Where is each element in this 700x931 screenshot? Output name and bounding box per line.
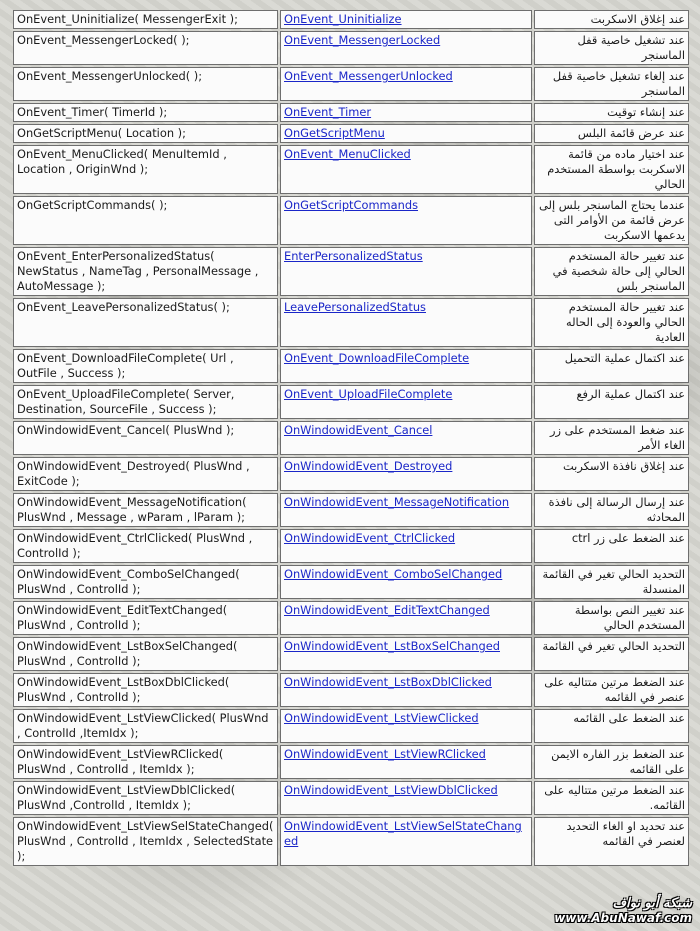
event-signature: OnEvent_MenuClicked( MenuItemId , Location , OriginWnd ); <box>13 145 278 194</box>
event-signature: OnEvent_Timer( TimerId ); <box>13 103 278 122</box>
event-link-cell <box>280 196 532 245</box>
event-signature: OnEvent_Uninitialize( MessengerExit ); <box>13 10 278 29</box>
table-row <box>13 31 689 65</box>
event-description: عند الضغط على زر ctrl <box>534 529 689 563</box>
event-doc-link[interactable]: OnEvent_MenuClicked <box>284 147 411 161</box>
event-signature: OnWindowidEvent_MessageNotification( PlusWnd , Message , wParam , lParam ); <box>13 493 278 527</box>
event-description: عند تشغيل خاصية قفل الماسنجر <box>534 31 689 65</box>
event-link-cell <box>280 298 532 347</box>
event-doc-link[interactable]: OnEvent_Timer <box>284 105 372 119</box>
event-description: عند تغيير النص بواسطة المستخدم الحالي <box>534 601 689 635</box>
table-row <box>13 103 689 122</box>
table-row <box>13 457 689 491</box>
event-signature: OnWindowidEvent_Cancel( PlusWnd ); <box>13 421 278 455</box>
table-row <box>13 124 689 143</box>
event-link-cell <box>280 124 532 143</box>
event-link-cell <box>280 31 532 65</box>
table-row <box>13 298 689 347</box>
event-doc-link[interactable]: OnEvent_MessengerUnlocked <box>284 69 453 83</box>
event-link-cell <box>280 247 532 296</box>
event-doc-link[interactable]: OnWindowidEvent_MessageNotification <box>284 495 510 509</box>
event-reference-table <box>11 8 691 868</box>
table-row <box>13 673 689 707</box>
event-description: عند الضغط بزر الفاره الايمن على القائمه <box>534 745 689 779</box>
event-doc-link[interactable]: OnWindowidEvent_LstViewRClicked <box>284 747 486 761</box>
event-link-cell <box>280 457 532 491</box>
table-row <box>13 493 689 527</box>
event-description: عند تغيير حالة المستخدم الحالي إلى حالة شخصية في الماسنجر بلس <box>534 247 689 296</box>
table-row <box>13 421 689 455</box>
event-description: عند إغلاق الاسكربت <box>534 10 689 29</box>
event-doc-link[interactable]: OnWindowidEvent_CtrlClicked <box>284 531 456 545</box>
event-description: عند إلغاء تشغيل خاصية قفل الماسنجر <box>534 67 689 101</box>
event-signature: OnWindowidEvent_EditTextChanged( PlusWnd , ControlId ); <box>13 601 278 635</box>
event-doc-link[interactable]: OnWindowidEvent_LstBoxDblClicked <box>284 675 492 689</box>
site-logo <box>554 896 692 925</box>
logo-arabic-text: شبكة أبو نواف <box>612 896 692 911</box>
event-doc-link[interactable]: OnWindowidEvent_EditTextChanged <box>284 603 490 617</box>
event-signature: OnEvent_LeavePersonalizedStatus( ); <box>13 298 278 347</box>
event-link-cell <box>280 817 532 866</box>
event-signature: OnGetScriptCommands( ); <box>13 196 278 245</box>
event-signature: OnEvent_MessengerUnlocked( ); <box>13 67 278 101</box>
table-row <box>13 637 689 671</box>
event-signature: OnEvent_EnterPersonalizedStatus( NewStatus , NameTag , PersonalMessage , AutoMessage ); <box>13 247 278 296</box>
table-row <box>13 529 689 563</box>
event-signature: OnWindowidEvent_LstViewDblClicked( PlusWnd ,ControlId , ItemIdx ); <box>13 781 278 815</box>
event-doc-link[interactable]: OnWindowidEvent_LstViewDblClicked <box>284 783 498 797</box>
event-doc-link[interactable]: OnWindowidEvent_Cancel <box>284 423 433 437</box>
event-description: عند اكتمال عملية الرفع <box>534 385 689 419</box>
event-doc-link[interactable]: OnGetScriptMenu <box>284 126 385 140</box>
event-link-cell <box>280 565 532 599</box>
event-link-cell <box>280 745 532 779</box>
event-description: عند الضغط على القائمه <box>534 709 689 743</box>
event-signature: OnWindowidEvent_LstViewSelStateChanged( PlusWnd , ControlId , ItemIdx , SelectedState ); <box>13 817 278 866</box>
event-description: التحديد الحالي تغير في القائمة <box>534 637 689 671</box>
table-row <box>13 67 689 101</box>
event-link-cell <box>280 637 532 671</box>
table-row <box>13 10 689 29</box>
event-signature: OnWindowidEvent_LstViewClicked( PlusWnd , ControlId ,ItemIdx ); <box>13 709 278 743</box>
event-description: عند الضغط مرتين متتاليه على القائمه. <box>534 781 689 815</box>
event-description: عند اكتمال عملية التحميل <box>534 349 689 383</box>
event-signature: OnWindowidEvent_LstBoxDblClicked( PlusWnd , ControlId ); <box>13 673 278 707</box>
event-doc-link[interactable]: LeavePersonalizedStatus <box>284 300 426 314</box>
event-link-cell <box>280 601 532 635</box>
event-doc-link[interactable]: OnEvent_Uninitialize <box>284 12 402 26</box>
table-row <box>13 817 689 866</box>
event-signature: OnWindowidEvent_LstViewRClicked( PlusWnd , ControlId , ItemIdx ); <box>13 745 278 779</box>
event-doc-link[interactable]: OnWindowidEvent_LstBoxSelChanged <box>284 639 500 653</box>
event-doc-link[interactable]: OnGetScriptCommands <box>284 198 419 212</box>
event-signature: OnGetScriptMenu( Location ); <box>13 124 278 143</box>
table-row <box>13 565 689 599</box>
event-doc-link[interactable]: OnWindowidEvent_ComboSelChanged <box>284 567 503 581</box>
table-row <box>13 385 689 419</box>
event-link-cell <box>280 709 532 743</box>
event-link-cell <box>280 145 532 194</box>
event-doc-link[interactable]: OnWindowidEvent_LstViewSelStateChanged <box>284 819 522 848</box>
event-description: عند تغيير حالة المستخدم الحالي والعودة إلى الحاله العادية <box>534 298 689 347</box>
event-signature: OnEvent_UploadFileComplete( Server, Destination, SourceFile , Success ); <box>13 385 278 419</box>
table-row <box>13 781 689 815</box>
event-link-cell <box>280 421 532 455</box>
event-link-cell <box>280 67 532 101</box>
event-doc-link[interactable]: OnEvent_MessengerLocked <box>284 33 441 47</box>
event-description: عند إرسال الرسالة إلى نافذة المحادثه <box>534 493 689 527</box>
event-description: عند عرض قائمة البلس <box>534 124 689 143</box>
event-link-cell <box>280 349 532 383</box>
table-row <box>13 709 689 743</box>
event-link-cell <box>280 493 532 527</box>
event-description: عند اختيار ماده من قائمة الاسكربت بواسطة المستخدم الحالي <box>534 145 689 194</box>
event-signature: OnEvent_DownloadFileComplete( Url , OutFile , Success ); <box>13 349 278 383</box>
event-signature: OnEvent_MessengerLocked( ); <box>13 31 278 65</box>
event-signature: OnWindowidEvent_CtrlClicked( PlusWnd , ControlId ); <box>13 529 278 563</box>
event-signature: OnWindowidEvent_LstBoxSelChanged( PlusWnd , ControlId ); <box>13 637 278 671</box>
event-link-cell <box>280 10 532 29</box>
logo-url-text: www.AbuNawaf.com <box>554 911 692 925</box>
event-link-cell <box>280 385 532 419</box>
event-description: عند تحديد او الغاء التحديد لعنصر في القائمه <box>534 817 689 866</box>
event-link-cell <box>280 781 532 815</box>
table-row <box>13 349 689 383</box>
event-description: عندما يحتاج الماسنجر بلس إلى عرض قائمة من الأوامر التى يدعمها الاسكربت <box>534 196 689 245</box>
event-signature: OnWindowidEvent_ComboSelChanged( PlusWnd , ControlId ); <box>13 565 278 599</box>
event-signature: OnWindowidEvent_Destroyed( PlusWnd , ExitCode ); <box>13 457 278 491</box>
table-row <box>13 196 689 245</box>
table-row <box>13 601 689 635</box>
event-doc-link[interactable]: OnWindowidEvent_Destroyed <box>284 459 453 473</box>
table-row <box>13 247 689 296</box>
event-description: عند إغلاق نافذة الاسكربت <box>534 457 689 491</box>
event-doc-link[interactable]: OnEvent_DownloadFileComplete <box>284 351 470 365</box>
table-row <box>13 745 689 779</box>
event-description: عند إنشاء توقيت <box>534 103 689 122</box>
event-doc-link[interactable]: OnWindowidEvent_LstViewClicked <box>284 711 479 725</box>
event-doc-link[interactable]: EnterPersonalizedStatus <box>284 249 423 263</box>
event-description: عند ضغط المستخدم على زر الغاء الأمر <box>534 421 689 455</box>
event-description: عند الضغط مرتين متتاليه على عنصر في القائمه <box>534 673 689 707</box>
event-description: التحديد الحالي تغير في القائمة المنسدلة <box>534 565 689 599</box>
table-row <box>13 145 689 194</box>
event-doc-link[interactable]: OnEvent_UploadFileComplete <box>284 387 453 401</box>
event-link-cell <box>280 673 532 707</box>
event-link-cell <box>280 529 532 563</box>
event-link-cell <box>280 103 532 122</box>
